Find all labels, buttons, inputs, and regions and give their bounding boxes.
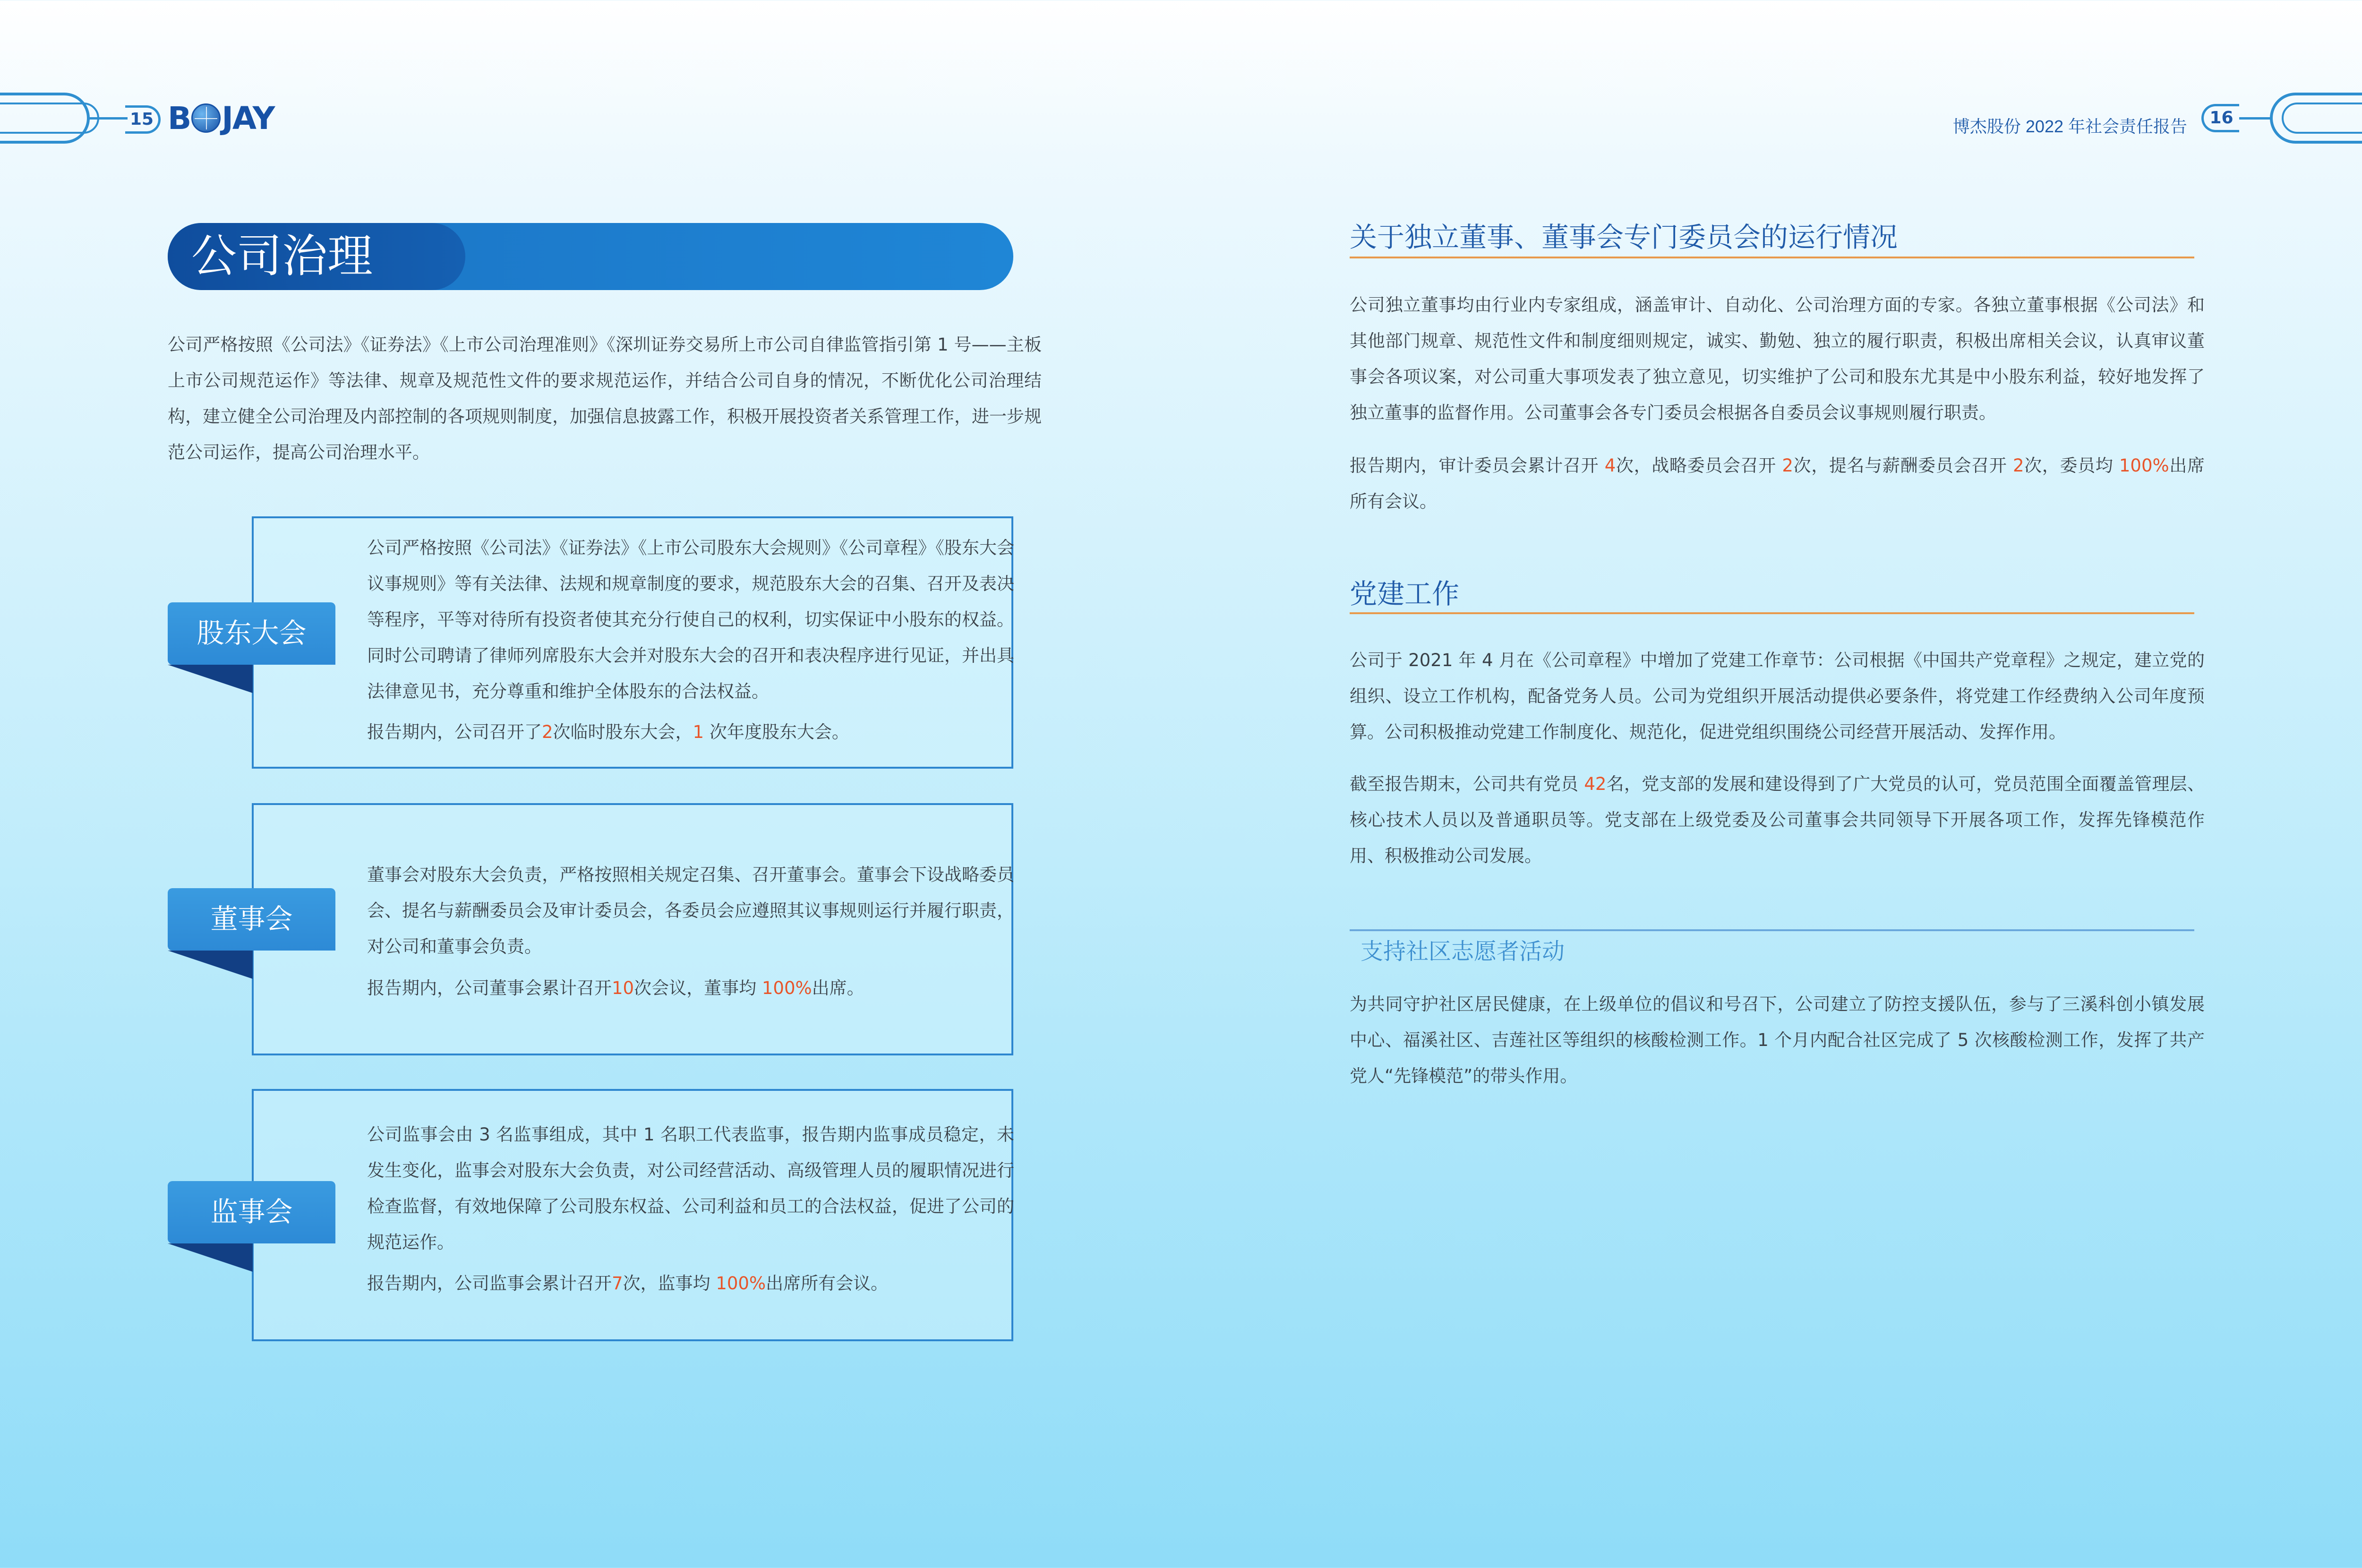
- heading-underline: [1350, 257, 2194, 258]
- volunteer-top-line: [1350, 929, 2194, 931]
- report-highlight: 10: [612, 978, 634, 998]
- party-building-heading: 党建工作: [1350, 579, 1460, 609]
- report-text: 次，战略委员会召开: [1616, 455, 1782, 476]
- heading-underline: [1350, 612, 2194, 614]
- page-title: 公司治理: [191, 231, 373, 282]
- board-box: [252, 803, 1013, 1055]
- party-building-p2: [1350, 766, 2205, 874]
- report-text: 报告期内，审计委员会累计召开: [1350, 455, 1605, 476]
- volunteer-heading: 支持社区志愿者活动: [1361, 939, 1565, 964]
- page-number-right: 16: [2201, 104, 2239, 132]
- report-text: 报告期内，公司监事会累计召开: [367, 1273, 612, 1294]
- report-title: 博杰股份 2022 年社会责任报告: [1952, 117, 2187, 136]
- logo-text-b: B: [168, 100, 191, 137]
- report-text: 截至报告期末，公司共有党员: [1350, 774, 1584, 794]
- report-highlight: 1: [693, 722, 704, 742]
- supervisory-tag: 监事会: [168, 1181, 335, 1243]
- independent-directors-p1: 公司独立董事均由行业内专家组成，涵盖审计、自动化、公司治理方面的专家。各独立董事根据《公司法》和其他部门规章、规范性文件和制度细则规定，诚实、勤勉、独立的履行职责，积极出席相关会议，认真审议董事会各项议案，对公司重大事项发表了独立意见，切实维护了公司和股东尤其是中小股东利益，较好地发挥了独立董事的监督作用。公司董事会各专门委员会根据各自委员会议事规则履行职责。: [1350, 295, 2205, 423]
- report-text: 次临时股东大会，: [553, 722, 693, 742]
- report-text: 报告期内，公司董事会累计召开: [367, 978, 612, 998]
- board-report: [367, 970, 1014, 1006]
- section-title-bar: [168, 223, 1013, 290]
- party-building-p1: 公司于 2021 年 4 月在《公司章程》中增加了党建工作章节：公司根据《中国共产党章程》之规定，建立党的组织、设立工作机构，配备党务人员。公司为党组织开展活动提供必要条件，将党建工作经费纳入公司年度预算。公司积极推动党建工作制度化、规范化，促进党组织围绕公司经营开展活动、发挥作用。: [1350, 650, 2205, 742]
- supervisory-body: 公司监事会由 3 名监事组成，其中 1 名职工代表监事，报告期内监事成员稳定，未发生变化，监事会对股东大会负责，对公司经营活动、高级管理人员的履职情况进行检查监督，有效地保障了公司股东权益、公司利益和员工的合法权益，促进了公司的规范运作。: [367, 1124, 1014, 1252]
- page-number-left: 15: [125, 105, 161, 134]
- independent-directors-heading: 关于独立董事、董事会专门委员会的运行情况: [1350, 222, 1898, 253]
- supervisory-box: [252, 1089, 1013, 1341]
- tag-fold: [168, 665, 253, 693]
- shareholders-meeting-body: 公司严格按照《公司法》《证券法》《上市公司股东大会规则》《公司章程》《股东大会议事规则》等有关法律、法规和规章制度的要求，规范股东大会的召集、召开及表决等程序，平等对待所有投资者使其充分行使自己的权利，切实保证中小股东的权益。同时公司聘请了律师列席股东大会并对股东大会的召开和表决程序进行见证，并出具法律意见书，充分尊重和维护全体股东的合法权益。: [367, 538, 1014, 702]
- header-pill-right-inner: [2282, 103, 2362, 134]
- report-highlight: 100%: [716, 1273, 766, 1294]
- bojay-logo: [168, 99, 274, 137]
- report-highlight: 2: [2012, 455, 2024, 476]
- report-text: 出席所有会议。: [766, 1273, 889, 1294]
- shareholders-meeting-box: [252, 516, 1013, 769]
- report-highlight: 7: [612, 1273, 623, 1294]
- board-tag: 董事会: [168, 888, 335, 951]
- report-highlight: 4: [1604, 455, 1616, 476]
- globe-icon: [191, 103, 221, 133]
- header-line-right: [2239, 117, 2272, 120]
- supervisory-report: [367, 1266, 1014, 1302]
- tag-fold: [168, 1243, 253, 1272]
- report-highlight: 2: [1782, 455, 1793, 476]
- logo-text-jay: JAY: [222, 100, 274, 137]
- report-text: 次会议，董事均: [634, 978, 762, 998]
- report-highlight: 100%: [2119, 455, 2169, 476]
- shareholders-meeting-tag: 股东大会: [168, 602, 335, 665]
- shareholders-meeting-report: [367, 714, 1014, 750]
- report-text: 出席。: [812, 978, 864, 998]
- report-text: 次，委员均: [2024, 455, 2119, 476]
- report-text: 报告期内，公司召开了: [367, 722, 542, 742]
- report-highlight: 100%: [762, 978, 812, 998]
- report-highlight: 42: [1584, 774, 1607, 794]
- governance-intro: 公司严格按照《公司法》《证券法》《上市公司治理准则》《深圳证券交易所上市公司自律监管指引第 1 号——主板上市公司规范运作》等法律、规章及规范性文件的要求规范运作，并结合公司自身的情况，不断优化公司治理结构，建立健全公司治理及内部控制的各项规则制度，加强信息披露工作，积极开展投资者关系管理工作，进一步规范公司运作，提高公司治理水平。: [168, 334, 1042, 463]
- header-pill-left-inner: [0, 103, 99, 134]
- report-text: 出席所有会议。: [1350, 455, 2205, 512]
- header-line-left: [87, 117, 128, 120]
- volunteer-p1: 为共同守护社区居民健康，在上级单位的倡议和号召下，公司建立了防控支援队伍，参与了三溪科创小镇发展中心、福溪社区、吉莲社区等组织的核酸检测工作。1 个月内配合社区完成了 5 次核酸检测工作，发挥了共产党人“先锋模范”的带头作用。: [1350, 994, 2205, 1086]
- report-text: 次，提名与薪酬委员会召开: [1793, 455, 2013, 476]
- independent-directors-p2: [1350, 448, 2205, 520]
- report-text: 名，党支部的发展和建设得到了广大党员的认可，党员范围全面覆盖管理层、核心技术人员以及普通职员等。党支部在上级党委及公司董事会共同领导下开展各项工作，发挥先锋模范作用、积极推动公司发展。: [1350, 774, 2205, 866]
- report-highlight: 2: [542, 722, 553, 742]
- report-text: 次，监事均: [623, 1273, 716, 1294]
- board-body: 董事会对股东大会负责，严格按照相关规定召集、召开董事会。董事会下设战略委员会、提名与薪酬委员会及审计委员会，各委员会应遵照其议事规则运行并履行职责，对公司和董事会负责。: [367, 865, 1014, 957]
- tag-fold: [168, 951, 253, 979]
- report-text: 次年度股东大会。: [704, 722, 849, 742]
